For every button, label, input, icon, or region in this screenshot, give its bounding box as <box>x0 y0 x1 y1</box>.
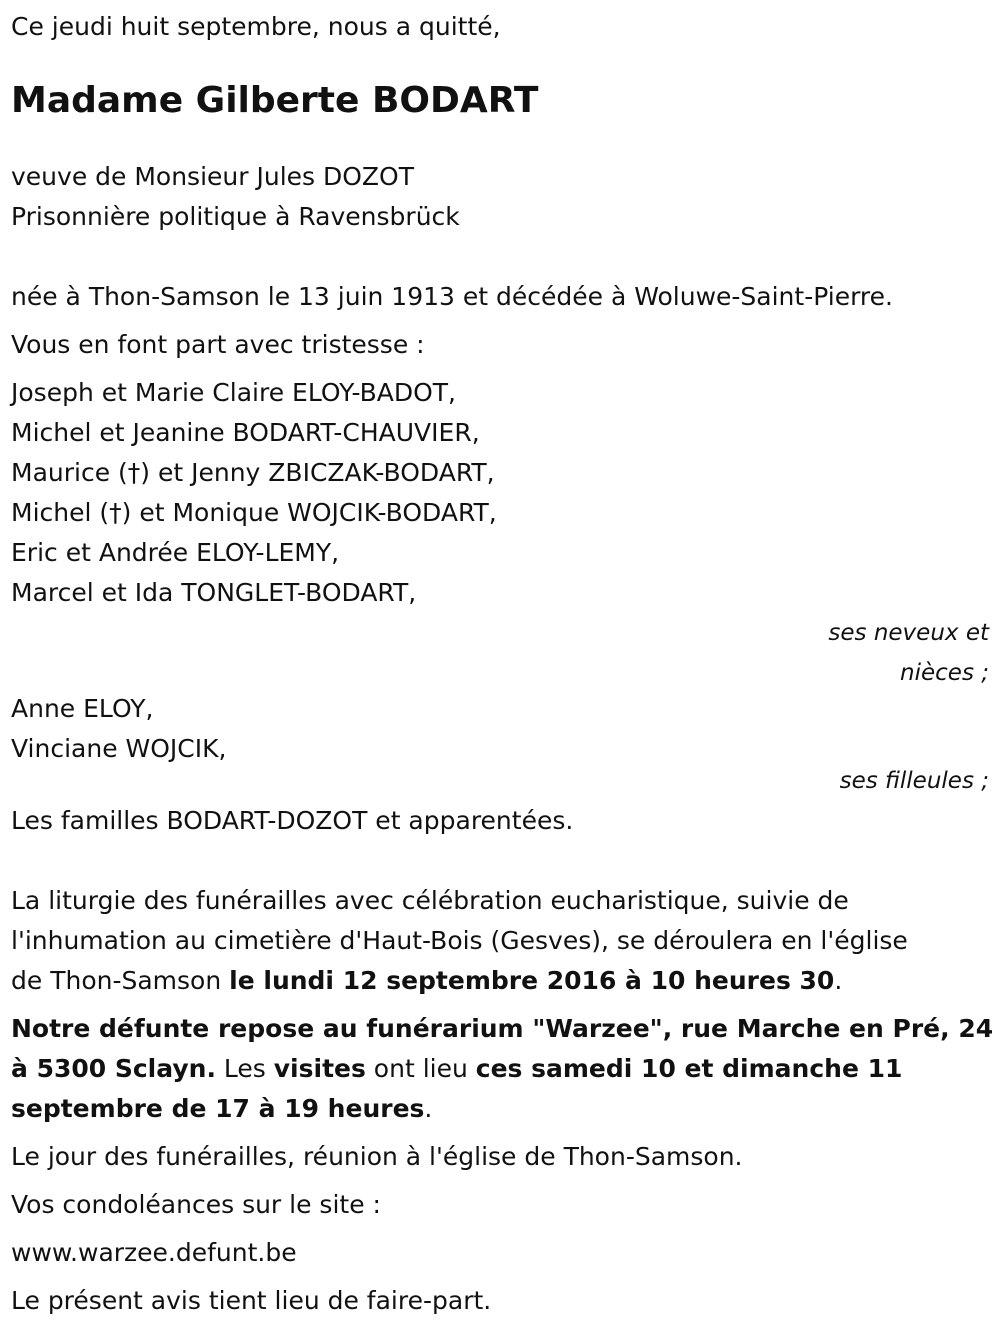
list-item: Vinciane WOJCIK, <box>11 734 227 763</box>
nephews-role-line1: ses neveux et <box>828 620 989 646</box>
liturgy-paragraph <box>11 881 991 1001</box>
list-item: Marcel et Ida TONGLET-BODART, <box>11 578 417 607</box>
goddaughters-list <box>11 689 991 801</box>
meeting-text: Le jour des funérailles, réunion à l'église de Thon-Samson. <box>11 1142 743 1171</box>
list-item: Maurice (†) et Jenny ZBICZAK-BODART, <box>11 458 495 487</box>
deceased-name: Madame Gilberte BODART <box>11 80 539 121</box>
nephews-role-line2: nièces ; <box>900 660 989 686</box>
list-item: Eric et Andrée ELOY-LEMY, <box>11 538 340 567</box>
repose-line3 <box>11 1089 991 1129</box>
repose-line2 <box>11 1049 991 1089</box>
liturgy-end: . <box>834 966 843 995</box>
obituary-text <box>11 7 994 1321</box>
repose-text2: ont lieu <box>365 1054 476 1083</box>
notice-text: Le présent avis tient lieu de faire-part. <box>11 1286 492 1315</box>
liturgy-line3 <box>11 961 991 1001</box>
liturgy-line1: La liturgie des funérailles avec célébration eucharistique, suivie de <box>11 886 849 915</box>
repose-line1 <box>11 1009 994 1049</box>
repose-days: ces samedi 10 et dimanche 11 <box>475 1054 903 1083</box>
goddaughters-role: ses filleules ; <box>839 768 989 794</box>
announce-text: Vous en font part avec tristesse : <box>11 330 425 359</box>
birth-death-text: née à Thon-Samson le 13 juin 1913 et décédée à Woluwe-Saint-Pierre. <box>11 282 893 311</box>
list-item: Joseph et Marie Claire ELOY-BADOT, <box>11 378 457 407</box>
website-link[interactable]: www.warzee.defunt.be <box>11 1238 297 1267</box>
widow-of-text: veuve de Monsieur Jules DOZOT <box>11 162 414 191</box>
repose-end: . <box>424 1094 433 1123</box>
repose-hours: septembre de 17 à 19 heures <box>11 1094 425 1123</box>
political-prisoner-text: Prisonnière politique à Ravensbrück <box>11 202 460 231</box>
condolences-label: Vos condoléances sur le site : <box>11 1190 381 1219</box>
repose-address: Notre défunte repose au funérarium "Warzee", rue Marche en Pré, 24 <box>11 1014 994 1043</box>
repose-city: à 5300 Sclayn. <box>11 1054 216 1083</box>
liturgy-place: de Thon-Samson <box>11 966 230 995</box>
liturgy-line2: l'inhumation au cimetière d'Haut-Bois (Gesves), se déroulera en l'église <box>11 926 908 955</box>
repose-text1: Les <box>215 1054 274 1083</box>
families-text: Les familles BODART-DOZOT et apparentées. <box>11 806 574 835</box>
list-item: Michel et Jeanine BODART-CHAUVIER, <box>11 418 480 447</box>
liturgy-date: le lundi 12 septembre 2016 à 10 heures 30 <box>229 966 835 995</box>
repose-visits: visites <box>273 1054 366 1083</box>
intro-text: Ce jeudi huit septembre, nous a quitté, <box>11 12 501 41</box>
repose-paragraph <box>11 1009 994 1129</box>
list-item: Anne ELOY, <box>11 694 154 723</box>
nephews-list <box>11 373 991 693</box>
list-item: Michel (†) et Monique WOJCIK-BODART, <box>11 498 497 527</box>
